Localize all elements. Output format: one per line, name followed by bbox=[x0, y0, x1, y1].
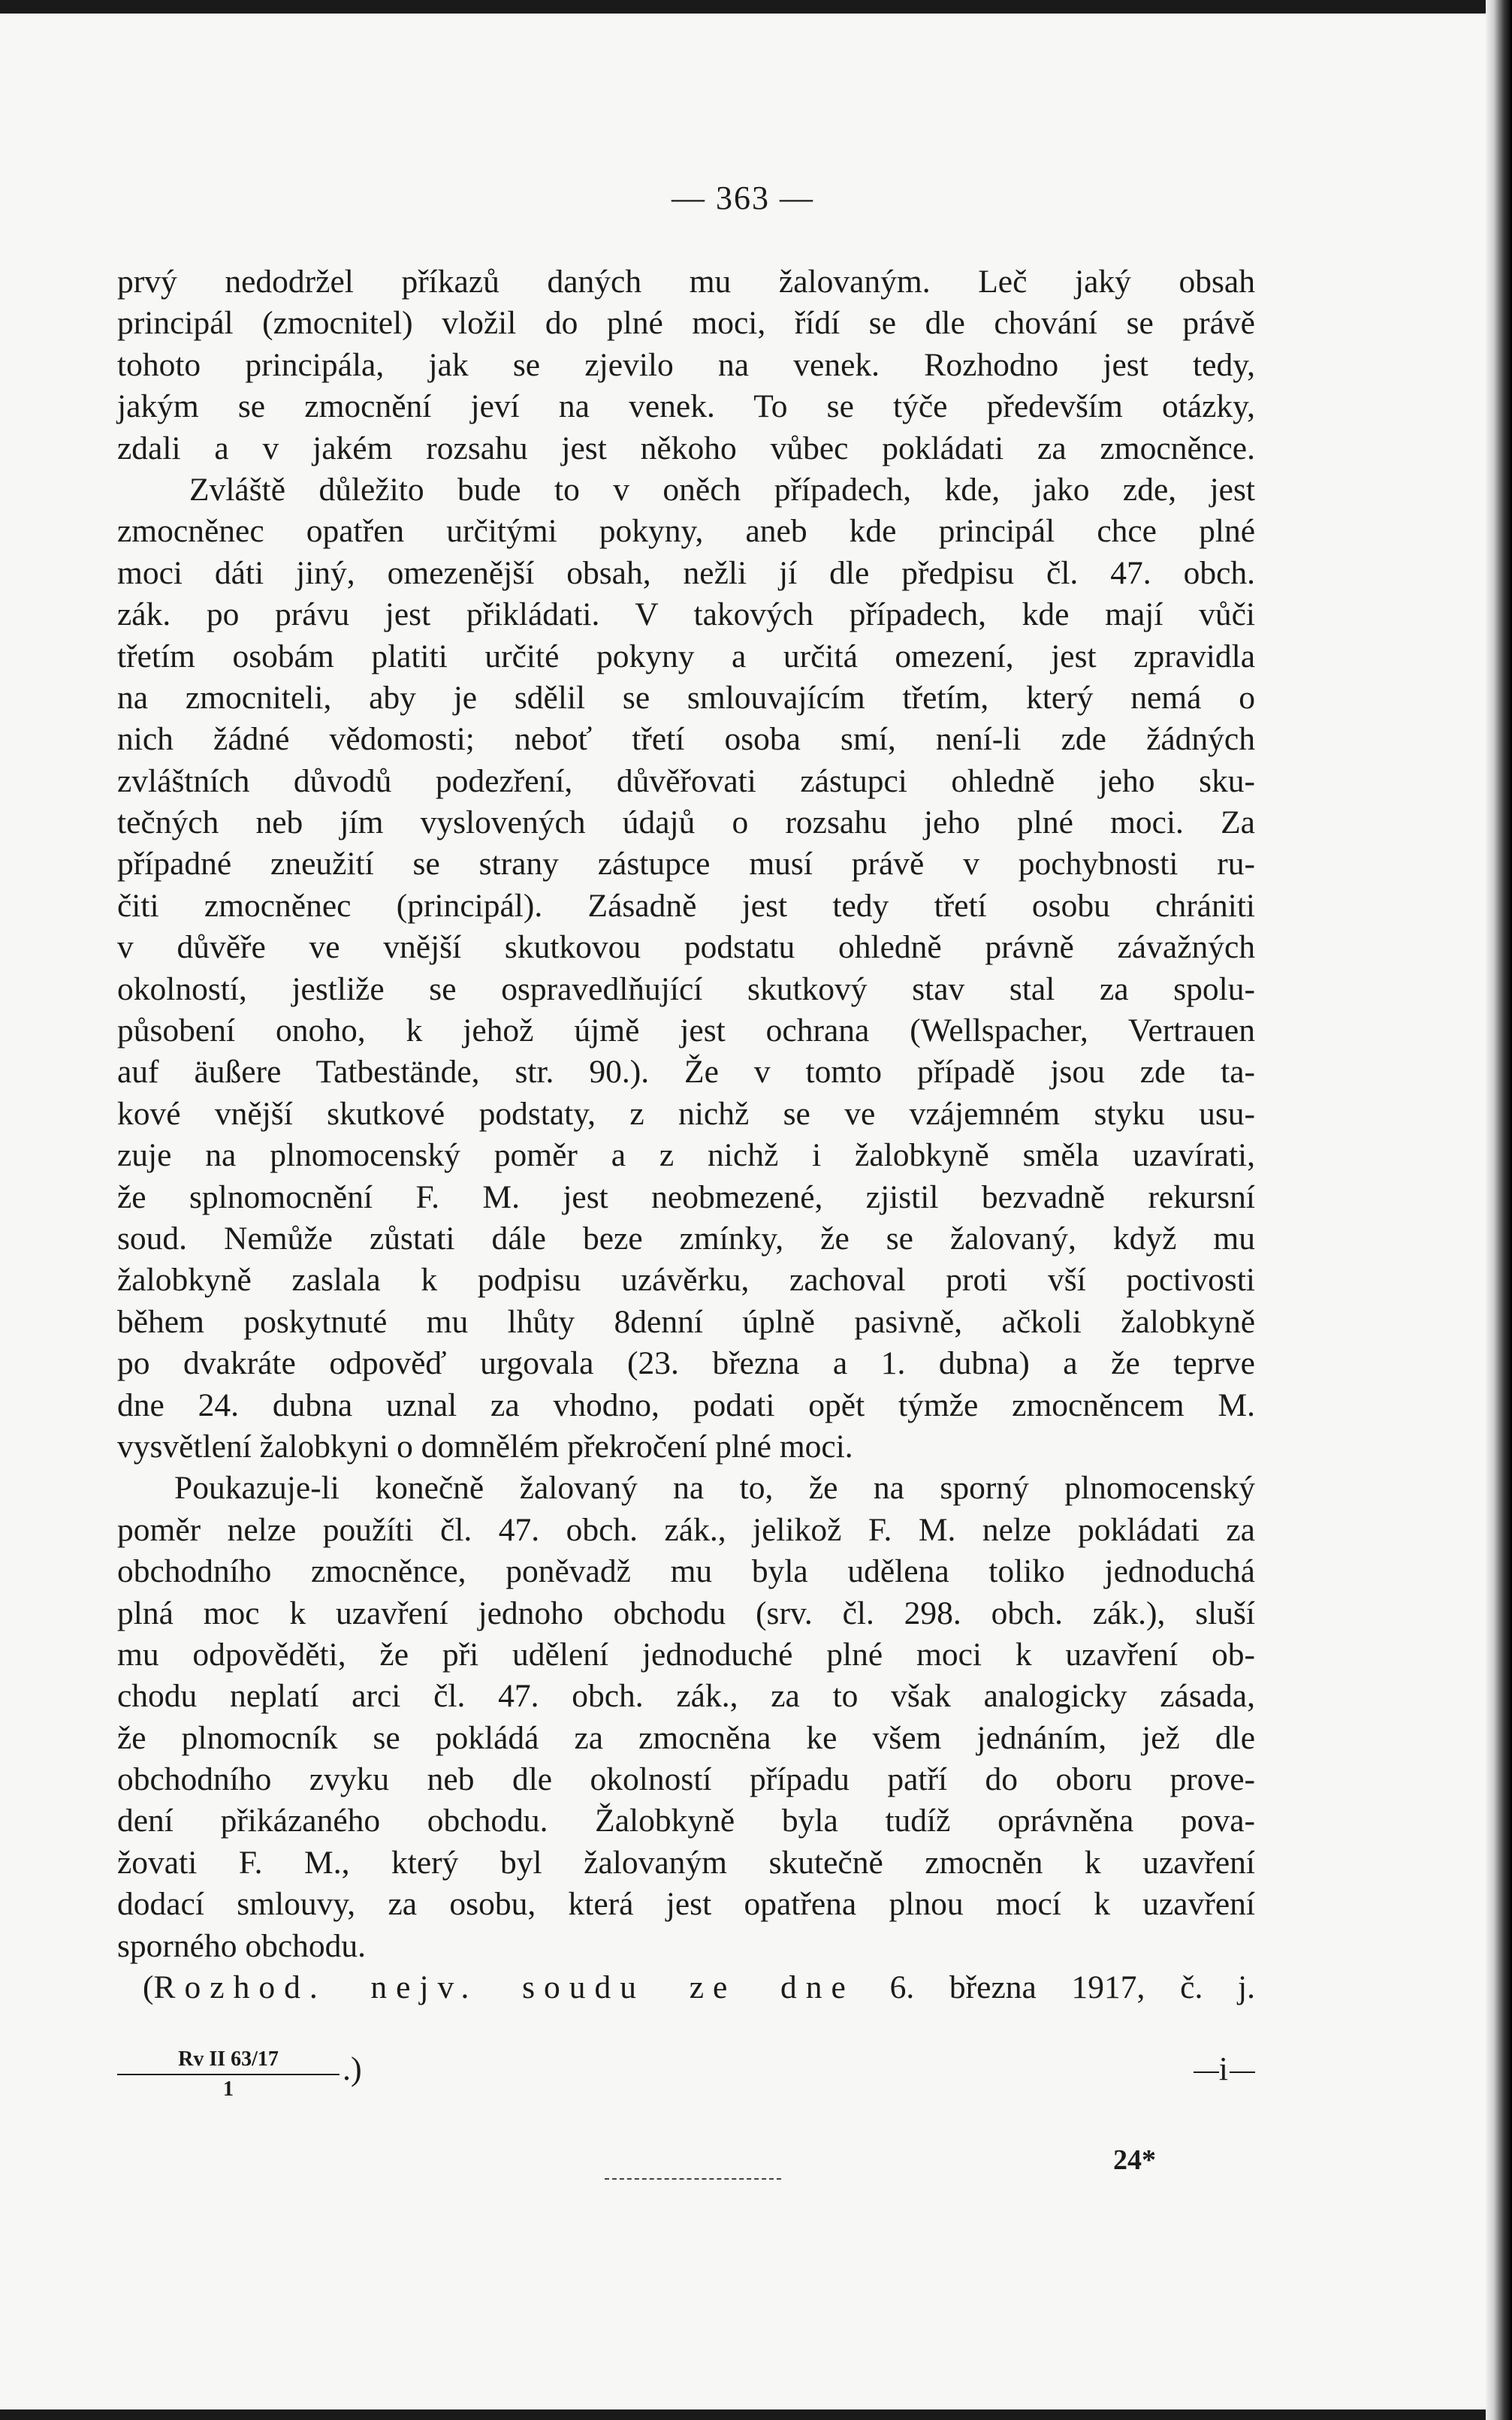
text-line: v důvěře ve vnější skutkovou podstatu ohledně právně závažných bbox=[117, 929, 1255, 966]
text-line: zmocněnec opatřen určitými pokyny, aneb kde principál chce plné bbox=[117, 513, 1255, 550]
dash-left bbox=[1194, 2071, 1219, 2073]
case-number-fraction bbox=[117, 2047, 340, 2102]
text-line: nich žádné vědomosti; neboť třetí osoba smí, není-li zde žádných bbox=[117, 721, 1255, 758]
text-line: poměr nelze použíti čl. 47. obch. zák., jelikož F. M. nelze pokládati za bbox=[117, 1511, 1255, 1548]
fraction-bar bbox=[117, 2074, 340, 2075]
text-line: zdali a v jakém rozsahu jest někoho vůbec pokládati za zmocněnce. bbox=[117, 430, 1255, 466]
case-number: Rv II 63/17 bbox=[178, 2047, 279, 2071]
text-line: žalobkyně zaslala k podpisu uzávěrku, zachoval proti vší poctivosti bbox=[117, 1262, 1255, 1299]
document-page bbox=[0, 14, 1486, 2409]
text-line: tohoto principála, jak se zjevilo na venek. Rozhodno jest tedy, bbox=[117, 346, 1255, 383]
text-line: prvý nedodržel příkazů daných mu žalovaným. Leč jaký obsah bbox=[117, 264, 1255, 300]
citation-open-paren: ( bbox=[143, 1969, 154, 2006]
text-line: dne 24. dubna uznal za vhodno, podati opět týmže zmocněncem M. bbox=[117, 1387, 1255, 1423]
text-line: mu odpověděti, že při udělení jednoduché plné moci k uzavření ob- bbox=[117, 1636, 1255, 1673]
citation-date: 6. března 1917, č. j. bbox=[889, 1969, 1255, 2006]
text-line: moci dáti jiný, omezenější obsah, nežli jí dle předpisu čl. 47. obch. bbox=[117, 554, 1255, 591]
text-line: zuje na plnomocenský poměr a z nichž i žalobkyně směla uzavírati, bbox=[117, 1137, 1255, 1174]
paragraph-first-line: Poukazuje-li konečně žalovaný na to, že na sporný plnomocenský bbox=[174, 1470, 1255, 1507]
text-line: třetím osobám platiti určité pokyny a určitá omezení, jest zpravidla bbox=[117, 638, 1255, 674]
paragraph-last-line: vysvětlení žalobkyni o domnělém překročení plné moci. bbox=[117, 1428, 853, 1465]
court-citation bbox=[117, 1967, 1255, 2008]
text-line: zák. po právu jest přikládati. V takových případech, kde mají vůči bbox=[117, 596, 1255, 633]
section-mark-letter: i bbox=[1218, 2050, 1230, 2087]
page-body bbox=[117, 261, 1255, 2008]
text-line: principál (zmocnitel) vložil do plné moci, řídí se dle chování se právě bbox=[117, 305, 1255, 342]
text-line: působení onoho, k jehož újmě jest ochrana (Wellspacher, Vertrauen bbox=[117, 1012, 1255, 1049]
text-line: zvláštních důvodů podezření, důvěřovati zástupci ohledně jeho sku- bbox=[117, 762, 1255, 799]
text-line: dodací smlouvy, za osobu, která jest opatřena plnou mocí k uzavření bbox=[117, 1886, 1255, 1923]
text-line: obchodního zvyku neb dle okolností případu patří do oboru prove- bbox=[117, 1761, 1255, 1798]
section-separator bbox=[605, 2178, 781, 2180]
text-line: žovati F. M., který byl žalovaným skutečně zmocněn k uzavření bbox=[117, 1844, 1255, 1881]
text-line: že plnomocník se pokládá za zmocněna ke všem jednáním, jež dle bbox=[117, 1719, 1255, 1756]
text-line: plná moc k uzavření jednoho obchodu (srv. čl. 298. obch. zák.), sluší bbox=[117, 1595, 1255, 1631]
text-line: chodu neplatí arci čl. 47. obch. zák., za to však analogicky zásada, bbox=[117, 1678, 1255, 1715]
text-line: během poskytnuté mu lhůty 8denní úplně pasivně, ačkoli žalobkyně bbox=[117, 1303, 1255, 1340]
page-edge-shadow bbox=[1486, 0, 1512, 2420]
case-number-denominator: 1 bbox=[223, 2078, 234, 2101]
paragraph-last-line: sporného obchodu. bbox=[117, 1927, 367, 1964]
text-line: na zmocniteli, aby je sdělil se smlouvajícím třetím, který nemá o bbox=[117, 679, 1255, 716]
citation-court-text: Rozhod. nejv. soudu ze dne bbox=[153, 1969, 855, 2006]
text-line: auf äußere Tatbestände, str. 90.). Že v tomto případě jsou zde ta- bbox=[117, 1054, 1255, 1091]
text-line: čiti zmocněnec (principál). Zásadně jest tedy třetí osobu chrániti bbox=[117, 887, 1255, 924]
text-line: dení přikázaného obchodu. Žalobkyně byla tudíž oprávněna pova- bbox=[117, 1803, 1255, 1839]
text-line: kové vnější skutkové podstaty, z nichž se ve vzájemném styku usu- bbox=[117, 1095, 1255, 1132]
text-line: obchodního zmocněnce, poněvadž mu byla udělena toliko jednoduchá bbox=[117, 1553, 1255, 1590]
printer-signature: 24* bbox=[1113, 2144, 1156, 2176]
text-line: jakým se zmocnění jeví na venek. To se týče především otázky, bbox=[117, 388, 1255, 425]
text-line: případné zneužití se strany zástupce musí právě v pochybnosti ru- bbox=[117, 846, 1255, 883]
text-line: soud. Nemůže zůstati dále beze zmínky, že se žalovaný, když mu bbox=[117, 1220, 1255, 1257]
paragraph-first-line: Zvláště důležito bude to v oněch případech, kde, jako zde, jest bbox=[189, 471, 1255, 508]
section-mark bbox=[1194, 2050, 1255, 2088]
case-reference bbox=[117, 2047, 1255, 2122]
page-number: — 363 — bbox=[671, 180, 814, 216]
dash-right bbox=[1230, 2071, 1255, 2073]
text-line: tečných neb jím vyslovených údajů o rozsahu jeho plné moci. Za bbox=[117, 804, 1255, 841]
text-line: po dvakráte odpověď urgovala (23. března a 1. dubna) a že teprve bbox=[117, 1345, 1255, 1382]
citation-close: .) bbox=[343, 2050, 362, 2087]
text-line: že splnomocnění F. M. jest neobmezené, zjistil bezvadně rekursní bbox=[117, 1178, 1255, 1215]
text-line: okolností, jestliže se ospravedlňující skutkový stav stal za spolu- bbox=[117, 970, 1255, 1007]
